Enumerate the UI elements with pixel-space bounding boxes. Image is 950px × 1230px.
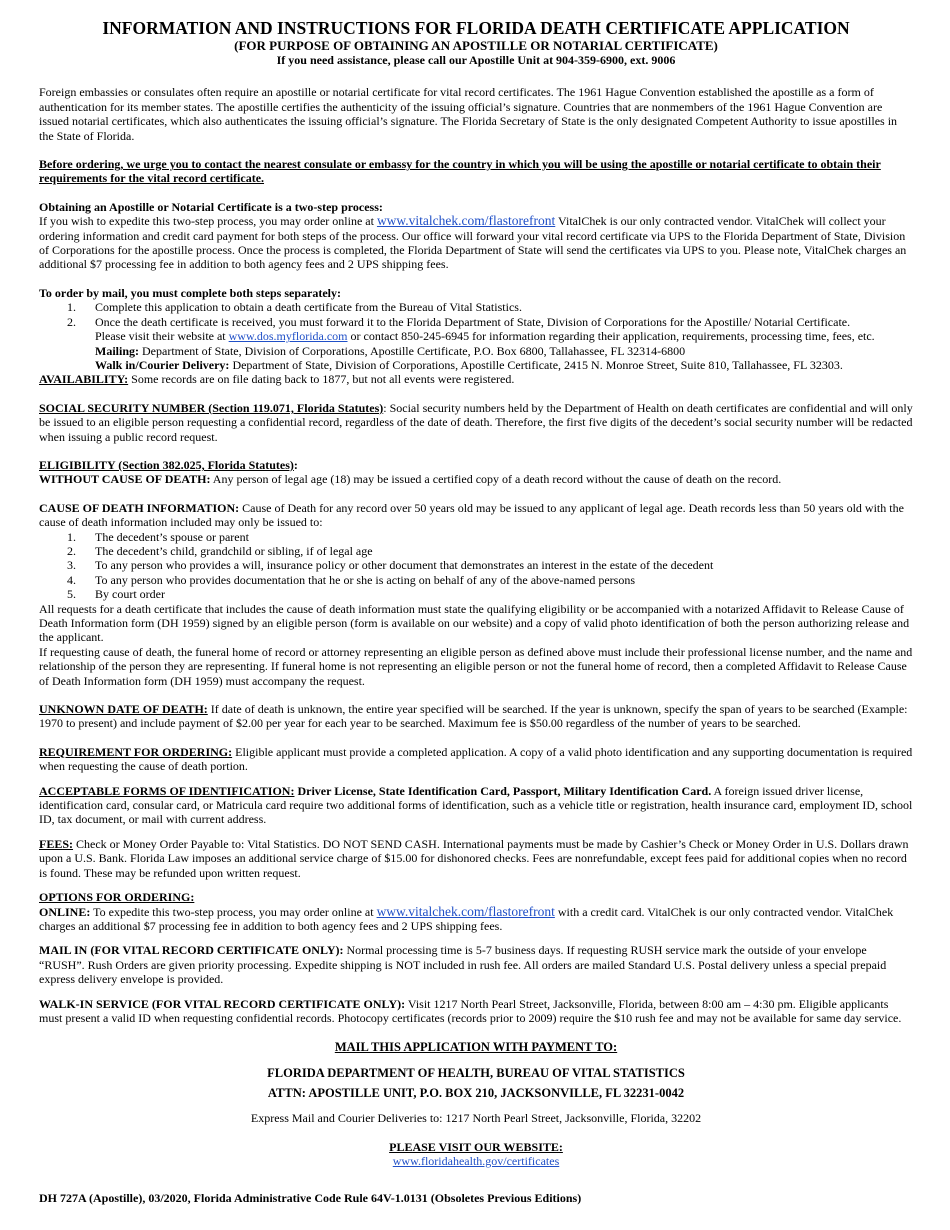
website-heading: PLEASE VISIT OUR WEBSITE: <box>389 1139 563 1154</box>
online-paragraph <box>39 905 913 934</box>
list-item <box>39 300 913 314</box>
availability-text: Some records are on file dating back to 1877, but not all events were registered. <box>128 372 515 387</box>
without-cause-label: WITHOUT CAUSE OF DEATH: <box>39 472 211 487</box>
requirement-paragraph <box>39 745 913 774</box>
two-step-heading: Obtaining an Apostille or Notarial Certificate is a two-step process: <box>39 199 383 214</box>
list-item-text: To any person who provides a will, insurance policy or other document that demonstrates an interest in the estate of the decedent <box>95 558 714 573</box>
list-number: 5. <box>67 587 76 602</box>
mailing-address: Department of State, Division of Corporations, Apostille Certificate, P.O. Box 6800, Tallahassee, FL 32314-6800 <box>139 343 686 358</box>
list-item <box>39 587 913 601</box>
mail-in-label: MAIL IN (FOR VITAL RECORD CERTIFICATE ONLY): <box>39 943 344 958</box>
vitalchek-online-link[interactable]: www.vitalchek.com/flastorefront <box>376 903 555 919</box>
options-heading: OPTIONS FOR ORDERING: <box>39 890 195 905</box>
list-item-text: The decedent’s child, grandchild or sibling, if of legal age <box>95 543 373 558</box>
dos-website-after: or contact 850-245-6945 for information regarding their application, requirements, processing time, fees, etc. <box>347 329 875 344</box>
list-number: 4. <box>67 572 76 587</box>
dos-website-before: Please visit their website at <box>95 329 229 344</box>
online-text-before: To expedite this two-step process, you may order online at <box>90 904 377 919</box>
fees-label: FEES: <box>39 836 74 851</box>
vitalchek-link[interactable]: www.vitalchek.com/flastorefront <box>376 213 556 229</box>
without-cause-paragraph <box>39 472 913 486</box>
list-item <box>39 544 913 558</box>
mail-in-text: Normal processing time is 5-7 business days. If requesting RUSH service mark the outside of your envelope “RUSH”. Rush Orders are given priority processing. Expedite shipping is NOT included in rush fee. All orders are mailed Standard U.S. Postal delivery unless a special prepaid express delivery envelope is provided. <box>39 943 887 987</box>
two-step-text-after: VitalChek is our only contracted vendor. VitalChek will collect your ordering information and credit card payment for both steps of the process. Our office will forward your vital record certificate via UPS to the Florida Department of State, Division of Corporations for the apostille process. Once the process is completed, the Florida Department of State will send the certificates via UPS to you. Please note, VitalChek charges an additional $7 processing fee in addition to both agency fees and 2 UPS shipping fees. <box>39 214 907 272</box>
cause-paragraph <box>39 501 913 530</box>
cause-requests-paragraph: All requests for a death certificate that includes the cause of death information must state the qualifying eligibility or be accompanied with a notarized Affidavit to Release Cause of Death Information form (DH 1959) signed by an eligible person (form is available on our website) and a copy of valid photo identification of both the person authorizing release and the applicant. <box>39 601 910 645</box>
mail-order-heading: To order by mail, you must complete both steps separately: <box>39 285 341 300</box>
list-number: 1. <box>67 529 76 544</box>
list-item-text: To any person who provides documentation that he or she is acting on behalf of any of the above-named persons <box>95 572 636 587</box>
step-2-text: Once the death certificate is received, you must forward it to the Florida Department of State, Division of Corporations for the Apostille/ Notarial Certificate. <box>95 314 851 329</box>
eligibility-colon: : <box>293 457 298 472</box>
list-number: 2. <box>67 314 76 329</box>
list-item <box>39 315 913 373</box>
form-footer: DH 727A (Apostille), 03/2020, Florida Administrative Code Rule 64V-1.0131 (Obsoletes Previous Editions) <box>39 1190 582 1205</box>
availability-label: AVAILABILITY: <box>39 372 129 387</box>
fees-text: Check or Money Order Payable to: Vital Statistics. DO NOT SEND CASH. International payments must be made by Cashier’s Check or Money Order in U.S. Dollars drawn upon a U.S. Bank. Florida Law imposes an additional service charge of $15.00 for dishonored checks. Fees are nonrefundable, except fees paid for additional copies when no record is found. These may be refunded upon written request. <box>39 836 909 880</box>
express-delivery-line: Express Mail and Courier Deliveries to: 1217 North Pearl Street, Jacksonville, Florida, 32202 <box>250 1111 702 1126</box>
mailing-label: Mailing: <box>95 343 139 358</box>
list-item <box>39 573 913 587</box>
walk-in-text: Visit 1217 North Pearl Street, Jacksonville, Florida, between 8:00 am – 4:30 pm. Eligible applicants must present a valid ID when requesting confidential records. Photocopy certificates (records prior to 2009) require the $10 rush fee and may not be available for same day service. <box>39 996 902 1025</box>
eligibility-heading <box>39 458 913 472</box>
walkin-label: Walk in/Courier Delivery: <box>95 357 230 372</box>
unknown-date-label: UNKNOWN DATE OF DEATH: <box>39 702 208 717</box>
eligibility-label: ELIGIBILITY (Section 382.025, Florida Statutes) <box>39 457 294 472</box>
walk-in-label: WALK-IN SERVICE (FOR VITAL RECORD CERTIFICATE ONLY): <box>39 996 406 1011</box>
step-1-text: Complete this application to obtain a death certificate from the Bureau of Vital Statistics. <box>95 300 522 315</box>
mail-in-paragraph <box>39 943 913 986</box>
online-text-after: with a credit card. VitalChek is our only contracted vendor. VitalChek charges an additional $7 processing fee in addition to both agency fees and 2 UPS shipping fees. <box>39 904 894 933</box>
website-line <box>39 1154 913 1168</box>
two-step-text-before: If you wish to expedite this two-step process, you may order online at <box>39 214 377 229</box>
list-item-text: The decedent’s spouse or parent <box>95 529 249 544</box>
list-number: 2. <box>67 543 76 558</box>
cause-text: Cause of Death for any record over 50 years old may be issued to any applicant of legal age. Death records less than 50 years old with the cause of death information included may only be issued to: <box>39 500 904 530</box>
mail-to-line-1: FLORIDA DEPARTMENT OF HEALTH, BUREAU OF VITAL STATISTICS <box>267 1066 685 1081</box>
identification-paragraph <box>39 784 913 827</box>
unknown-date-text: If date of death is unknown, the entire year specified will be searched. If the year is unknown, specify the span of years to be searched (Example: 1970 to present) and include payment of $2.00 per year for each year to be searched. Maximum fee is $50.00 regardless of the number of years to be searched. <box>39 702 908 731</box>
list-number: 1. <box>67 300 76 315</box>
list-number: 3. <box>67 558 76 573</box>
mail-to-heading: MAIL THIS APPLICATION WITH PAYMENT TO: <box>334 1040 618 1055</box>
list-item <box>39 530 913 544</box>
floridahealth-link[interactable]: www.floridahealth.gov/certificates <box>392 1154 560 1169</box>
requirement-label: REQUIREMENT FOR ORDERING: <box>39 744 233 759</box>
list-item <box>39 558 913 572</box>
without-cause-text: Any person of legal age (18) may be issued a certified copy of a death record without the cause of death on the record. <box>210 472 782 487</box>
cause-funeral-paragraph: If requesting cause of death, the funeral home of record or attorney representing an eligible person as defined above must include their professional license number, and the name and relationship of the person they are representing. If funeral home is not representing an eligible person or not the funeral home of record, then a completed Affidavit to Release Cause of Death Information form (DH 1959) must accompany the request. <box>39 644 913 688</box>
identification-text: A foreign issued driver license, identification card, consular card, or Matricula card require two additional forms of identification, such as a vehicle title or registration, health insurance card, employment ID, school ID, tax document, or mail with current address. <box>39 783 913 827</box>
identification-label: ACCEPTABLE FORMS OF IDENTIFICATION: <box>39 783 295 798</box>
ssn-label: SOCIAL SECURITY NUMBER (Section 119.071, Florida Statutes) <box>39 400 384 415</box>
availability-paragraph <box>39 372 913 386</box>
mail-to-line-2: ATTN: APOSTILLE UNIT, P.O. BOX 210, JACKSONVILLE, FL 32231-0042 <box>267 1086 685 1101</box>
intro-paragraph: Foreign embassies or consulates often require an apostille or notarial certificate for vital record certificates. The 1961 Hague Convention established the apostille as a form of authentication for its member states. The apostille certifies the authenticity of the issuing official’s signature. Countries that are nonmembers of the 1961 Hague Convention are issued notarial certificates, which also authenticates the issuing official’s signature. The Florida Secretary of State is the only designated Competent Authority to issue apostilles in the State of Florida. <box>39 85 898 143</box>
two-step-paragraph <box>39 214 913 272</box>
assistance-line: If you need assistance, please call our Apostille Unit at 904-359-6900, ext. 9006 <box>276 53 676 67</box>
online-label: ONLINE: <box>39 904 91 919</box>
cause-label: CAUSE OF DEATH INFORMATION: <box>39 500 240 515</box>
fees-paragraph <box>39 837 913 880</box>
dos-website-link[interactable]: www.dos.myflorida.com <box>228 329 348 344</box>
ssn-paragraph <box>39 401 913 444</box>
urge-notice: Before ordering, we urge you to contact the nearest consulate or embassy for the country in which you will be using the apostille or notarial certificate to obtain their requirements for the vital record certificate. <box>39 157 881 186</box>
list-item-text: By court order <box>95 587 165 602</box>
mail-order-steps <box>39 300 913 372</box>
document-title: INFORMATION AND INSTRUCTIONS FOR FLORIDA DEATH CERTIFICATE APPLICATION <box>102 18 850 38</box>
ssn-text: : Social security numbers held by the Department of Health on death certificates are confidential and will only be issued to an eligible person requesting a confidential record, regardless of the date of death. Therefore, the first five digits of the decedent’s social security number will be redacted when issuing a public record request. <box>39 400 913 444</box>
document-page <box>39 18 913 1205</box>
walk-in-paragraph <box>39 997 913 1026</box>
requirement-text: Eligible applicant must provide a completed application. A copy of a valid photo identification and any supporting documentation is required when requesting the cause of death portion. <box>39 744 913 774</box>
unknown-date-paragraph <box>39 702 913 731</box>
document-subtitle: (FOR PURPOSE OF OBTAINING AN APOSTILLE OR NOTARIAL CERTIFICATE) <box>234 38 718 53</box>
cause-eligible-list <box>39 530 913 602</box>
identification-bold-text: Driver License, State Identification Card, Passport, Military Identification Card. <box>294 783 712 798</box>
mail-to-block <box>39 1037 913 1103</box>
walkin-address: Department of State, Division of Corporations, Apostille Certificate, 2415 N. Monroe Street, Suite 810, Tallahassee, FL 32303. <box>229 357 843 372</box>
